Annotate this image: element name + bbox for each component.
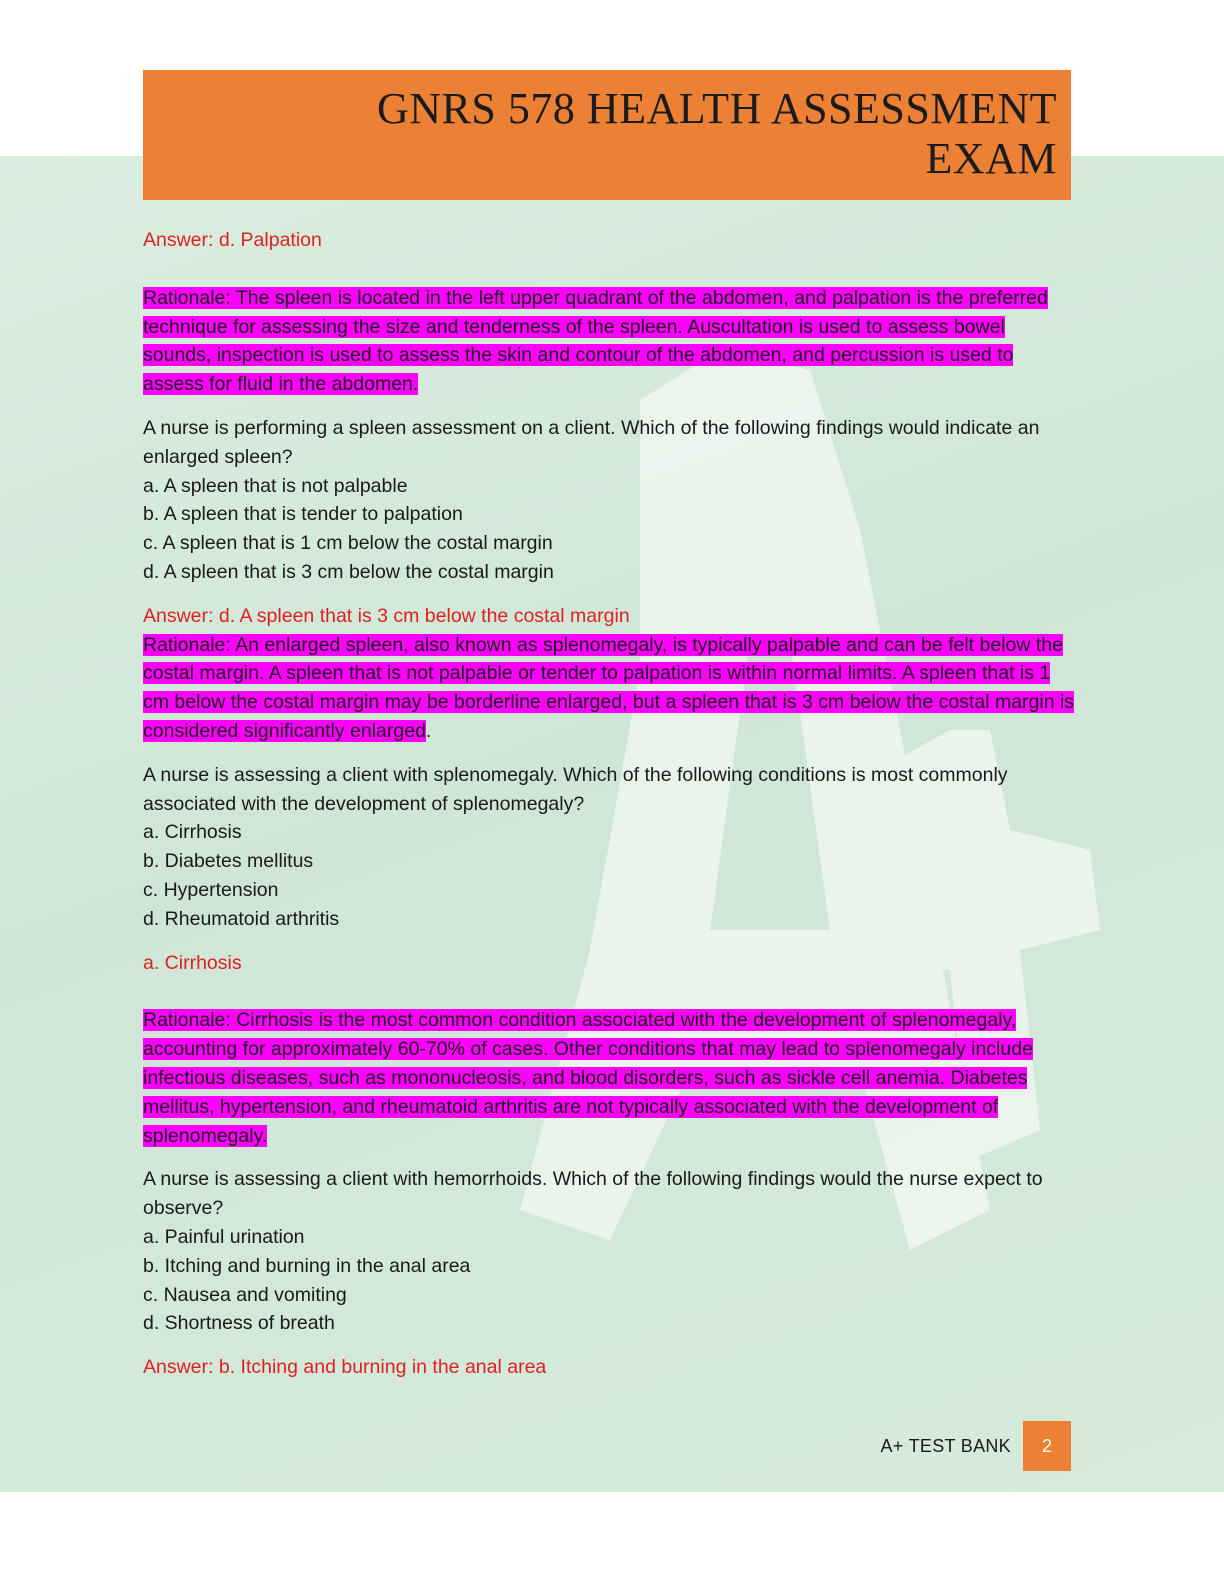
title-line-2: EXAM [925,134,1057,183]
rationale-text [143,631,1078,746]
rationale-text [143,284,1078,399]
option-b: b. Diabetes mellitus [143,850,314,873]
option-a: a. Cirrhosis [143,821,242,844]
question-block [143,414,1078,587]
page-number: 2 [1023,1421,1071,1471]
question-text: A nurse is performing a spleen assessment on a client. Which of the following findings would indicate an enlarged spleen? [143,416,1040,468]
document-body [143,226,1078,1382]
option-c: c. Nausea and vomiting [143,1283,347,1306]
question-text: A nurse is assessing a client with hemorrhoids. Which of the following findings would the nurse expect to observe? [143,1168,1043,1220]
title-line-1: GNRS 578 HEALTH ASSESSMENT [376,84,1057,133]
option-b: b. A spleen that is tender to palpation [143,503,463,526]
option-d: d. Shortness of breath [143,1312,335,1335]
rationale-highlight: Rationale: Cirrhosis is the most common condition associated with the development of splenomegaly, accounting for approximately 60-70% of cases. Other conditions that may lead to splenomegaly include infectious diseases, such as mononucleosis, and blood disorders, such as sickle cell anemia. Diabetes mellitus, hypertension, and rheumatoid arthritis are not typically associated with the development of splenomegaly. [143,1009,1033,1147]
page-footer [881,1421,1072,1471]
answer-text: Answer: b. Itching and burning in the anal area [143,1356,547,1379]
question-text: A nurse is assessing a client with splenomegaly. Which of the following conditions is most commonly associated with the development of splenomegaly? [143,763,1008,815]
document-header [143,70,1071,200]
option-a: a. A spleen that is not palpable [143,474,408,497]
answer-text: Answer: d. A spleen that is 3 cm below the costal margin [143,604,630,627]
option-c: c. Hypertension [143,878,279,901]
question-block [143,761,1078,934]
footer-label: A+ TEST BANK [880,1435,1011,1456]
document-title [143,84,1057,184]
rationale-highlight: Rationale: An enlarged spleen, also known as splenomegaly, is typically palpable and can be felt below the costal margin. A spleen that is not palpable or tender to palpation is within normal limits. A spleen that is 1 cm below the costal margin may be borderline enlarged, but a spleen that is 3 cm below the costal margin is considered significantly enlarged [143,633,1075,742]
answer-text: a. Cirrhosis [143,951,242,974]
rationale-text [143,1006,1078,1150]
rationale-tail: . [425,719,432,742]
answer-text: Answer: d. Palpation [143,229,322,251]
option-d: d. A spleen that is 3 cm below the costal margin [143,560,554,583]
option-c: c. A spleen that is 1 cm below the costal margin [143,532,553,555]
option-a: a. Painful urination [143,1225,305,1248]
rationale-highlight: Rationale: The spleen is located in the left upper quadrant of the abdomen, and palpation is the preferred technique for assessing the size and tenderness of the spleen. Auscultation is used to assess bowel sounds, inspection is used to assess the skin and contour of the abdomen, and percussion is used to assess for fluid in the abdomen. [143,286,1048,396]
question-block [143,1165,1078,1338]
option-d: d. Rheumatoid arthritis [143,907,340,930]
option-b: b. Itching and burning in the anal area [143,1254,471,1277]
